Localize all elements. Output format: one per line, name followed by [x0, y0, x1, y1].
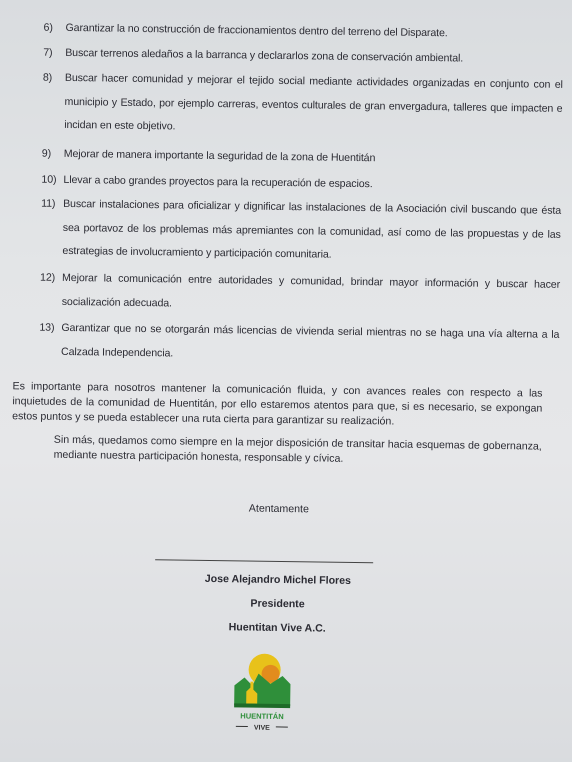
list-item [40, 193, 561, 271]
signature-line [155, 559, 373, 563]
item-text: Buscar terrenos aledaños a la barranca y declararlos zona de conservación ambiental. [65, 47, 463, 65]
item-number: 9) [42, 143, 64, 167]
item-text: Buscar instalaciones para oficializar y dignificar las instalaciones de la Asociación civil buscando que ésta sea portavoz de los problemas más apremiantes con la comunidad, así como de las propuestas y de las estrategias de involucramiento y participación comunitaria. [62, 193, 561, 270]
item-number: 7) [43, 42, 65, 66]
organization-name: Huentitan Vive A.C. [0, 618, 563, 638]
item-text: Buscar hacer comunidad y mejorar el tejido social mediante actividades organizadas en conjunto con el municipio y Estado, por ejemplo carreras, eventos culturales de gran envergadura, talleres que impacten e incidan en este objetivo. [64, 67, 563, 144]
item-text: Llevar a cabo grandes proyectos para la recuperación de espacios. [63, 174, 372, 190]
item-text: Garantizar la no construcción de fraccionamientos dentro del terreno del Disparate. [66, 22, 448, 39]
item-text: Mejorar de manera importante la seguridad de la zona de Huentitán [64, 148, 376, 164]
closing-text: Sin más, quedamos como siempre en la mejor disposición de transitar hacia esquemas de gobernanza, mediante nuestra participación honesta, responsable y cívica. [12, 432, 542, 470]
signatory-role: Presidente [0, 594, 564, 614]
item-text: Garantizar que no se otorgarán más licencias de vivienda serial mientras no se haga una vía alterna a la Calzada Independencia. [61, 317, 560, 371]
list-item [40, 267, 561, 321]
logo-text-line2: VIVE [254, 725, 270, 732]
list-item [42, 67, 563, 145]
closing-paragraph: Es importante para nosotros mantener la comunicación fluida, y con avances reales con respecto a las inquietudes de la comunidad de Huentitán, por ello estaremos atentos para que, si es necesario, se expongan estos puntos y se pueda establecer una ruta cierta para garantizar su realización. [12, 379, 543, 432]
logo-base [234, 703, 290, 708]
item-number: 8) [42, 67, 65, 138]
list-item [39, 317, 560, 371]
item-number: 11) [40, 193, 63, 264]
logo-land-shape [234, 673, 290, 706]
logo-graphic [230, 647, 295, 736]
closing-paragraph-2 [12, 432, 542, 470]
item-number: 6) [43, 17, 65, 41]
huentitan-vive-logo [230, 647, 295, 736]
item-number: 10) [41, 169, 63, 193]
signatory-name: Jose Alejandro Michel Flores [0, 570, 564, 590]
item-text: Mejorar la comunicación entre autoridades y comunidad, brindar mayor información y buscar hacer socialización adecuada. [62, 267, 561, 321]
item-number: 12) [40, 267, 63, 314]
salutation: Atentamente [0, 499, 565, 519]
item-number: 13) [39, 317, 62, 364]
logo-text-line1: HUENTITÁN [240, 711, 283, 721]
